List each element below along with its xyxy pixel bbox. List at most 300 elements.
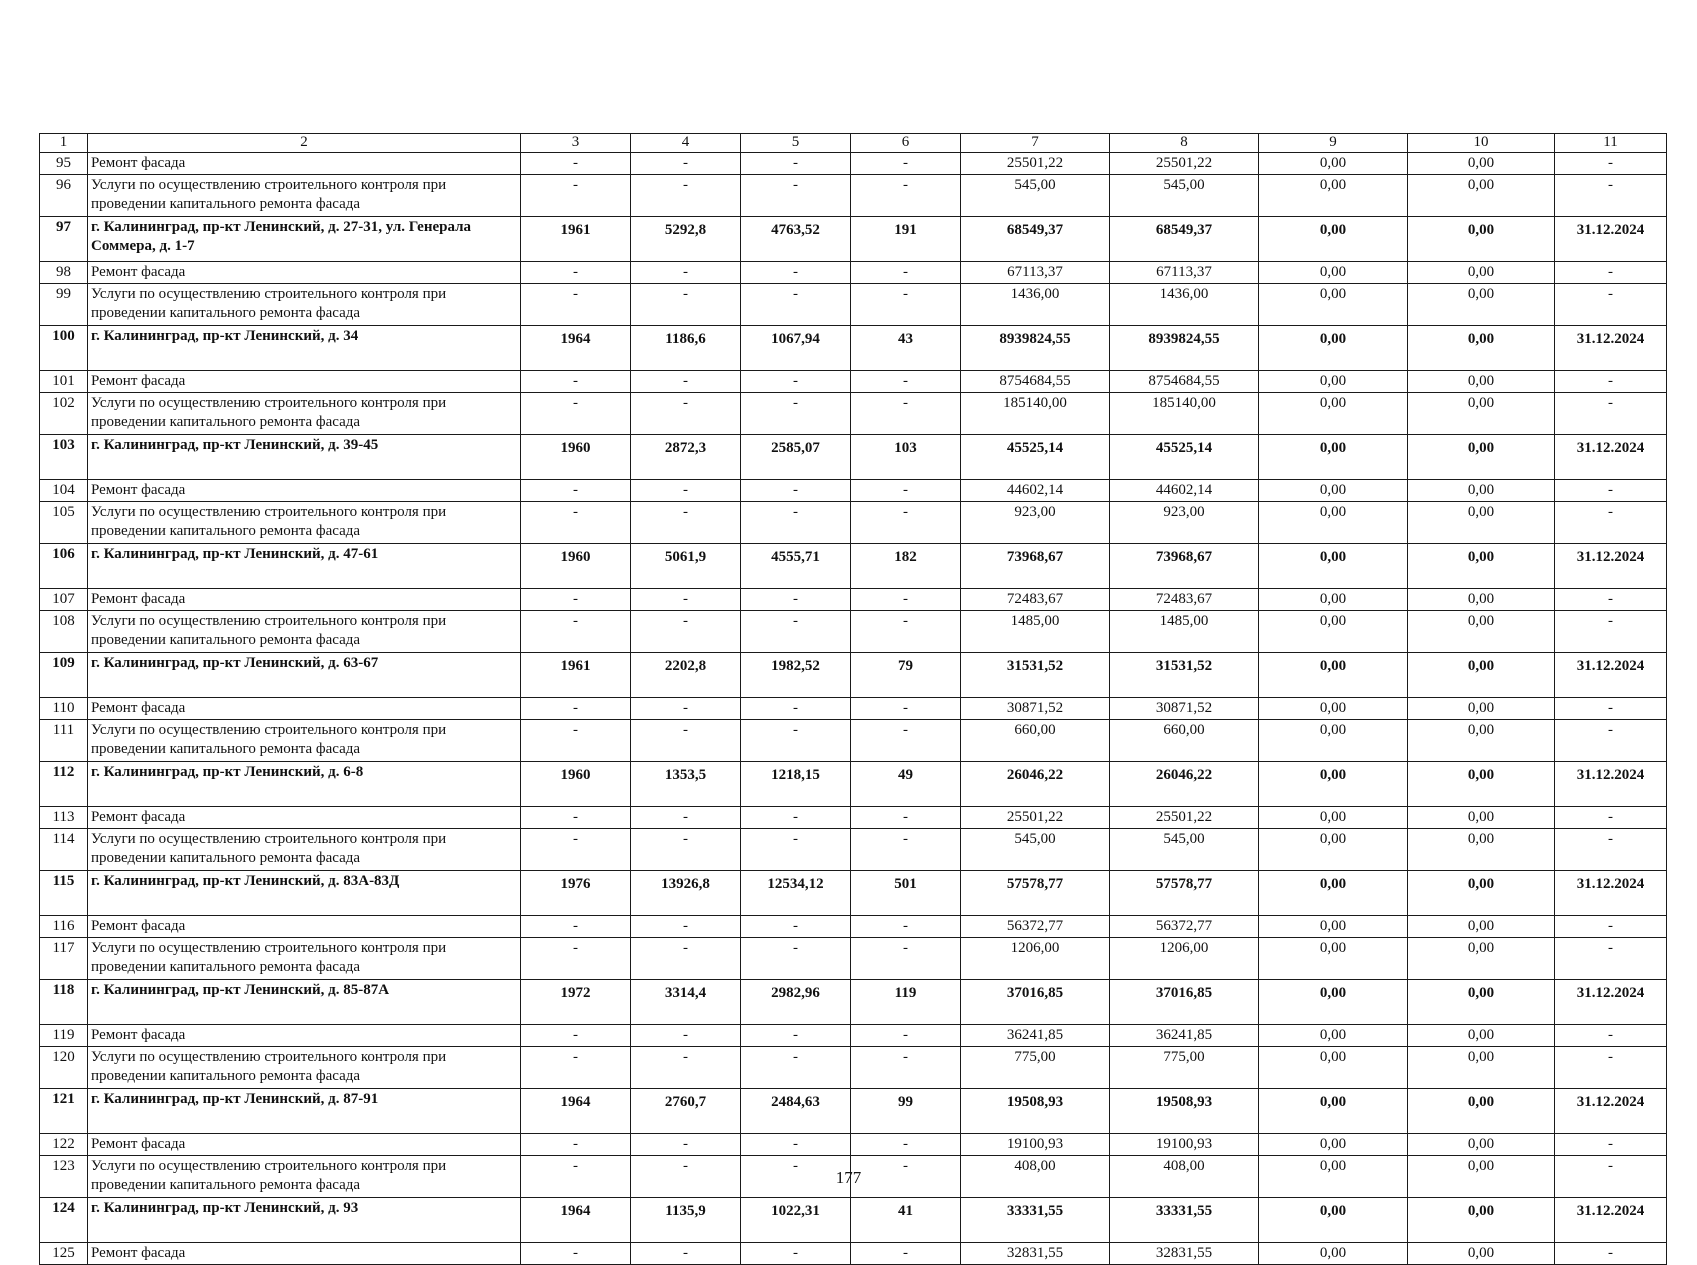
work-description-cell: Услуги по осуществлению строительного контроля при проведении капитального ремонта фасада xyxy=(88,1047,521,1089)
value-cell: 8939824,55 xyxy=(1110,326,1259,371)
value-cell: 1067,94 xyxy=(741,326,851,371)
table-row xyxy=(40,326,1667,371)
value-cell: - xyxy=(521,371,631,393)
value-cell: 0,00 xyxy=(1408,284,1555,326)
value-cell: 0,00 xyxy=(1259,284,1408,326)
value-cell: 103 xyxy=(851,435,961,480)
value-cell: 0,00 xyxy=(1259,1025,1408,1047)
value-cell: 68549,37 xyxy=(1110,217,1259,262)
value-cell: 0,00 xyxy=(1408,698,1555,720)
value-cell: 25501,22 xyxy=(961,807,1110,829)
work-description-cell: Ремонт фасада xyxy=(88,153,521,175)
value-cell: 2585,07 xyxy=(741,435,851,480)
value-cell: - xyxy=(741,175,851,217)
table-row xyxy=(40,1134,1667,1156)
value-cell: 31.12.2024 xyxy=(1555,326,1667,371)
value-cell: 0,00 xyxy=(1408,1156,1555,1198)
table-row xyxy=(40,284,1667,326)
value-cell: - xyxy=(631,698,741,720)
work-description-cell: Услуги по осуществлению строительного контроля при проведении капитального ремонта фасада xyxy=(88,393,521,435)
table-row xyxy=(40,1089,1667,1134)
value-cell: - xyxy=(631,1243,741,1265)
column-number-cell: 2 xyxy=(88,134,521,153)
value-cell: 182 xyxy=(851,544,961,589)
work-description-cell: Ремонт фасада xyxy=(88,1134,521,1156)
value-cell: 0,00 xyxy=(1408,589,1555,611)
row-number-cell: 110 xyxy=(40,698,88,720)
value-cell: - xyxy=(631,480,741,502)
value-cell: 191 xyxy=(851,217,961,262)
value-cell: 0,00 xyxy=(1408,938,1555,980)
value-cell: - xyxy=(631,589,741,611)
value-cell: 0,00 xyxy=(1408,435,1555,480)
value-cell: - xyxy=(1555,393,1667,435)
value-cell: 43 xyxy=(851,326,961,371)
value-cell: 0,00 xyxy=(1259,371,1408,393)
value-cell: 0,00 xyxy=(1259,980,1408,1025)
value-cell: 5292,8 xyxy=(631,217,741,262)
value-cell: 1485,00 xyxy=(961,611,1110,653)
value-cell: 31.12.2024 xyxy=(1555,217,1667,262)
value-cell: 32831,55 xyxy=(961,1243,1110,1265)
value-cell: 72483,67 xyxy=(1110,589,1259,611)
value-cell: - xyxy=(851,829,961,871)
column-number-cell: 8 xyxy=(1110,134,1259,153)
value-cell: 0,00 xyxy=(1408,1047,1555,1089)
value-cell: - xyxy=(631,916,741,938)
table-row xyxy=(40,1025,1667,1047)
work-description-cell: Услуги по осуществлению строительного контроля при проведении капитального ремонта фасада xyxy=(88,829,521,871)
value-cell: 19100,93 xyxy=(961,1134,1110,1156)
value-cell: 545,00 xyxy=(1110,175,1259,217)
row-number-cell: 103 xyxy=(40,435,88,480)
row-number-cell: 105 xyxy=(40,502,88,544)
address-cell: г. Калининград, пр-кт Ленинский, д. 85-87А xyxy=(88,980,521,1025)
value-cell: 1964 xyxy=(521,1198,631,1243)
value-cell: 79 xyxy=(851,653,961,698)
row-number-cell: 116 xyxy=(40,916,88,938)
value-cell: - xyxy=(1555,938,1667,980)
value-cell: - xyxy=(631,807,741,829)
value-cell: 0,00 xyxy=(1408,1089,1555,1134)
value-cell: 12534,12 xyxy=(741,871,851,916)
value-cell: 0,00 xyxy=(1259,1134,1408,1156)
column-number-cell: 9 xyxy=(1259,134,1408,153)
value-cell: 13926,8 xyxy=(631,871,741,916)
address-cell: г. Калининград, пр-кт Ленинский, д. 34 xyxy=(88,326,521,371)
value-cell: 25501,22 xyxy=(961,153,1110,175)
address-cell: г. Калининград, пр-кт Ленинский, д. 93 xyxy=(88,1198,521,1243)
table-row xyxy=(40,938,1667,980)
row-number-cell: 113 xyxy=(40,807,88,829)
address-cell: г. Калининград, пр-кт Ленинский, д. 47-61 xyxy=(88,544,521,589)
value-cell: - xyxy=(1555,829,1667,871)
value-cell: 2872,3 xyxy=(631,435,741,480)
row-number-cell: 124 xyxy=(40,1198,88,1243)
value-cell: 1960 xyxy=(521,544,631,589)
value-cell: 8939824,55 xyxy=(961,326,1110,371)
address-cell: г. Калининград, пр-кт Ленинский, д. 27-31, ул. Генерала Соммера, д. 1-7 xyxy=(88,217,521,262)
work-description-cell: Услуги по осуществлению строительного контроля при проведении капитального ремонта фасада xyxy=(88,938,521,980)
row-number-cell: 102 xyxy=(40,393,88,435)
value-cell: 31.12.2024 xyxy=(1555,653,1667,698)
value-cell: 19508,93 xyxy=(1110,1089,1259,1134)
row-number-cell: 104 xyxy=(40,480,88,502)
column-number-cell: 10 xyxy=(1408,134,1555,153)
work-description-cell: Услуги по осуществлению строительного контроля при проведении капитального ремонта фасада xyxy=(88,502,521,544)
value-cell: - xyxy=(741,807,851,829)
value-cell: - xyxy=(631,175,741,217)
value-cell: - xyxy=(521,807,631,829)
value-cell: 1960 xyxy=(521,435,631,480)
value-cell: 8754684,55 xyxy=(961,371,1110,393)
value-cell: 33331,55 xyxy=(1110,1198,1259,1243)
column-number-cell: 4 xyxy=(631,134,741,153)
value-cell: 72483,67 xyxy=(961,589,1110,611)
value-cell: - xyxy=(1555,153,1667,175)
value-cell: 31.12.2024 xyxy=(1555,435,1667,480)
table-row xyxy=(40,762,1667,807)
value-cell: - xyxy=(741,284,851,326)
row-number-cell: 109 xyxy=(40,653,88,698)
row-number-cell: 123 xyxy=(40,1156,88,1198)
value-cell: 660,00 xyxy=(961,720,1110,762)
value-cell: 1485,00 xyxy=(1110,611,1259,653)
page-number: 177 xyxy=(835,1168,862,1187)
value-cell: - xyxy=(521,1156,631,1198)
value-cell: 37016,85 xyxy=(961,980,1110,1025)
value-cell: - xyxy=(631,938,741,980)
value-cell: 1964 xyxy=(521,1089,631,1134)
value-cell: - xyxy=(851,1134,961,1156)
value-cell: - xyxy=(1555,1025,1667,1047)
value-cell: 0,00 xyxy=(1408,371,1555,393)
value-cell: - xyxy=(631,1025,741,1047)
value-cell: 408,00 xyxy=(1110,1156,1259,1198)
value-cell: 19100,93 xyxy=(1110,1134,1259,1156)
value-cell: - xyxy=(1555,916,1667,938)
table-row xyxy=(40,502,1667,544)
value-cell: - xyxy=(1555,480,1667,502)
value-cell: 660,00 xyxy=(1110,720,1259,762)
value-cell: - xyxy=(851,393,961,435)
value-cell: - xyxy=(521,589,631,611)
table-row xyxy=(40,980,1667,1025)
value-cell: 0,00 xyxy=(1259,1198,1408,1243)
value-cell: 0,00 xyxy=(1259,1243,1408,1265)
value-cell: 0,00 xyxy=(1259,1089,1408,1134)
value-cell: - xyxy=(741,1025,851,1047)
value-cell: 0,00 xyxy=(1408,393,1555,435)
value-cell: 0,00 xyxy=(1408,502,1555,544)
value-cell: - xyxy=(521,153,631,175)
value-cell: 56372,77 xyxy=(1110,916,1259,938)
value-cell: - xyxy=(851,284,961,326)
value-cell: - xyxy=(1555,502,1667,544)
row-number-cell: 119 xyxy=(40,1025,88,1047)
value-cell: 36241,85 xyxy=(961,1025,1110,1047)
value-cell: - xyxy=(521,938,631,980)
table-row xyxy=(40,371,1667,393)
row-number-cell: 98 xyxy=(40,262,88,284)
table-row xyxy=(40,807,1667,829)
value-cell: 57578,77 xyxy=(961,871,1110,916)
value-cell: 1961 xyxy=(521,217,631,262)
address-cell: г. Калининград, пр-кт Ленинский, д. 39-45 xyxy=(88,435,521,480)
value-cell: - xyxy=(631,1047,741,1089)
value-cell: - xyxy=(1555,1156,1667,1198)
value-cell: 1206,00 xyxy=(961,938,1110,980)
value-cell: 0,00 xyxy=(1259,762,1408,807)
row-number-cell: 99 xyxy=(40,284,88,326)
value-cell: 36241,85 xyxy=(1110,1025,1259,1047)
value-cell: - xyxy=(741,916,851,938)
value-cell: - xyxy=(521,1243,631,1265)
value-cell: 31531,52 xyxy=(961,653,1110,698)
value-cell: 30871,52 xyxy=(961,698,1110,720)
value-cell: - xyxy=(741,262,851,284)
value-cell: 2484,63 xyxy=(741,1089,851,1134)
value-cell: - xyxy=(741,611,851,653)
column-number-cell: 11 xyxy=(1555,134,1667,153)
value-cell: 31.12.2024 xyxy=(1555,762,1667,807)
value-cell: - xyxy=(1555,1047,1667,1089)
value-cell: 31.12.2024 xyxy=(1555,544,1667,589)
value-cell: - xyxy=(851,371,961,393)
value-cell: 545,00 xyxy=(961,175,1110,217)
address-cell: г. Калининград, пр-кт Ленинский, д. 87-91 xyxy=(88,1089,521,1134)
value-cell: 0,00 xyxy=(1259,175,1408,217)
address-cell: г. Калининград, пр-кт Ленинский, д. 83А-83Д xyxy=(88,871,521,916)
row-number-cell: 108 xyxy=(40,611,88,653)
value-cell: - xyxy=(851,1156,961,1198)
table-row xyxy=(40,1243,1667,1265)
value-cell: - xyxy=(631,153,741,175)
value-cell: 31.12.2024 xyxy=(1555,871,1667,916)
column-number-cell: 6 xyxy=(851,134,961,153)
work-description-cell: Ремонт фасада xyxy=(88,807,521,829)
row-number-cell: 95 xyxy=(40,153,88,175)
value-cell: 19508,93 xyxy=(961,1089,1110,1134)
value-cell: - xyxy=(851,480,961,502)
work-description-cell: Услуги по осуществлению строительного контроля при проведении капитального ремонта фасада xyxy=(88,1156,521,1198)
value-cell: - xyxy=(631,371,741,393)
value-cell: - xyxy=(1555,1134,1667,1156)
value-cell: - xyxy=(1555,720,1667,762)
value-cell: - xyxy=(741,1243,851,1265)
value-cell: 185140,00 xyxy=(961,393,1110,435)
value-cell: - xyxy=(631,1134,741,1156)
work-description-cell: Ремонт фасада xyxy=(88,589,521,611)
value-cell: 0,00 xyxy=(1259,871,1408,916)
column-number-cell: 5 xyxy=(741,134,851,153)
value-cell: 0,00 xyxy=(1259,916,1408,938)
value-cell: - xyxy=(851,502,961,544)
value-cell: - xyxy=(631,502,741,544)
value-cell: - xyxy=(851,807,961,829)
value-cell: 0,00 xyxy=(1408,916,1555,938)
value-cell: 775,00 xyxy=(1110,1047,1259,1089)
column-number-cell: 7 xyxy=(961,134,1110,153)
value-cell: - xyxy=(1555,262,1667,284)
value-cell: - xyxy=(631,284,741,326)
value-cell: 32831,55 xyxy=(1110,1243,1259,1265)
table-row xyxy=(40,611,1667,653)
value-cell: 0,00 xyxy=(1259,1047,1408,1089)
value-cell: 0,00 xyxy=(1259,1156,1408,1198)
value-cell: - xyxy=(1555,807,1667,829)
value-cell: - xyxy=(1555,1243,1667,1265)
value-cell: 501 xyxy=(851,871,961,916)
value-cell: 0,00 xyxy=(1408,871,1555,916)
address-cell: г. Калининград, пр-кт Ленинский, д. 6-8 xyxy=(88,762,521,807)
value-cell: - xyxy=(521,502,631,544)
value-cell: 0,00 xyxy=(1408,480,1555,502)
value-cell: 1186,6 xyxy=(631,326,741,371)
value-cell: 73968,67 xyxy=(961,544,1110,589)
row-number-cell: 121 xyxy=(40,1089,88,1134)
value-cell: 1135,9 xyxy=(631,1198,741,1243)
value-cell: - xyxy=(521,262,631,284)
work-description-cell: Ремонт фасада xyxy=(88,480,521,502)
value-cell: 3314,4 xyxy=(631,980,741,1025)
value-cell: 1022,31 xyxy=(741,1198,851,1243)
value-cell: 8754684,55 xyxy=(1110,371,1259,393)
row-number-cell: 97 xyxy=(40,217,88,262)
row-number-cell: 111 xyxy=(40,720,88,762)
value-cell: - xyxy=(741,480,851,502)
work-description-cell: Ремонт фасада xyxy=(88,262,521,284)
value-cell: 73968,67 xyxy=(1110,544,1259,589)
value-cell: - xyxy=(521,829,631,871)
value-cell: - xyxy=(851,698,961,720)
value-cell: - xyxy=(521,1025,631,1047)
value-cell: 31.12.2024 xyxy=(1555,1089,1667,1134)
value-cell: - xyxy=(741,502,851,544)
value-cell: 30871,52 xyxy=(1110,698,1259,720)
value-cell: 0,00 xyxy=(1408,762,1555,807)
value-cell: - xyxy=(851,175,961,217)
value-cell: - xyxy=(631,611,741,653)
value-cell: 1972 xyxy=(521,980,631,1025)
value-cell: 0,00 xyxy=(1408,153,1555,175)
value-cell: - xyxy=(741,698,851,720)
value-cell: 1960 xyxy=(521,762,631,807)
value-cell: 0,00 xyxy=(1408,829,1555,871)
address-cell: г. Калининград, пр-кт Ленинский, д. 63-67 xyxy=(88,653,521,698)
value-cell: 0,00 xyxy=(1408,1025,1555,1047)
value-cell: - xyxy=(741,829,851,871)
value-cell: - xyxy=(1555,175,1667,217)
value-cell: - xyxy=(851,153,961,175)
work-description-cell: Ремонт фасада xyxy=(88,1243,521,1265)
value-cell: 0,00 xyxy=(1259,262,1408,284)
register-table xyxy=(39,133,1667,1265)
value-cell: - xyxy=(741,1134,851,1156)
value-cell: 2202,8 xyxy=(631,653,741,698)
value-cell: 25501,22 xyxy=(1110,807,1259,829)
table-row xyxy=(40,653,1667,698)
value-cell: - xyxy=(741,1156,851,1198)
value-cell: 31.12.2024 xyxy=(1555,980,1667,1025)
value-cell: 0,00 xyxy=(1408,326,1555,371)
value-cell: - xyxy=(851,1025,961,1047)
table-row xyxy=(40,589,1667,611)
value-cell: 0,00 xyxy=(1408,1134,1555,1156)
value-cell: 1436,00 xyxy=(961,284,1110,326)
value-cell: 26046,22 xyxy=(961,762,1110,807)
value-cell: 0,00 xyxy=(1259,544,1408,589)
value-cell: 56372,77 xyxy=(961,916,1110,938)
value-cell: 0,00 xyxy=(1408,1198,1555,1243)
table-row xyxy=(40,480,1667,502)
value-cell: 0,00 xyxy=(1259,217,1408,262)
value-cell: - xyxy=(741,1047,851,1089)
value-cell: 775,00 xyxy=(961,1047,1110,1089)
value-cell: 0,00 xyxy=(1408,611,1555,653)
value-cell: 0,00 xyxy=(1259,807,1408,829)
value-cell: 1353,5 xyxy=(631,762,741,807)
work-description-cell: Услуги по осуществлению строительного контроля при проведении капитального ремонта фасада xyxy=(88,720,521,762)
value-cell: 408,00 xyxy=(961,1156,1110,1198)
value-cell: - xyxy=(521,480,631,502)
value-cell: 0,00 xyxy=(1408,217,1555,262)
value-cell: 45525,14 xyxy=(961,435,1110,480)
value-cell: - xyxy=(741,153,851,175)
value-cell: - xyxy=(631,1156,741,1198)
row-number-cell: 114 xyxy=(40,829,88,871)
work-description-cell: Ремонт фасада xyxy=(88,916,521,938)
work-description-cell: Услуги по осуществлению строительного контроля при проведении капитального ремонта фасада xyxy=(88,175,521,217)
value-cell: 44602,14 xyxy=(1110,480,1259,502)
column-number-cell: 1 xyxy=(40,134,88,153)
row-number-cell: 118 xyxy=(40,980,88,1025)
value-cell: 2982,96 xyxy=(741,980,851,1025)
value-cell: 4763,52 xyxy=(741,217,851,262)
work-description-cell: Услуги по осуществлению строительного контроля при проведении капитального ремонта фасада xyxy=(88,284,521,326)
value-cell: - xyxy=(741,720,851,762)
value-cell: 1982,52 xyxy=(741,653,851,698)
value-cell: - xyxy=(851,1243,961,1265)
row-number-cell: 117 xyxy=(40,938,88,980)
row-number-cell: 112 xyxy=(40,762,88,807)
value-cell: 0,00 xyxy=(1259,393,1408,435)
value-cell: 4555,71 xyxy=(741,544,851,589)
value-cell: - xyxy=(1555,611,1667,653)
value-cell: 26046,22 xyxy=(1110,762,1259,807)
value-cell: - xyxy=(1555,589,1667,611)
value-cell: 33331,55 xyxy=(961,1198,1110,1243)
value-cell: - xyxy=(851,938,961,980)
table-row xyxy=(40,393,1667,435)
value-cell: 0,00 xyxy=(1259,611,1408,653)
value-cell: 0,00 xyxy=(1259,153,1408,175)
value-cell: - xyxy=(851,720,961,762)
value-cell: 45525,14 xyxy=(1110,435,1259,480)
value-cell: 57578,77 xyxy=(1110,871,1259,916)
value-cell: - xyxy=(521,611,631,653)
value-cell: - xyxy=(521,284,631,326)
value-cell: 0,00 xyxy=(1259,720,1408,762)
table-row xyxy=(40,720,1667,762)
table-row xyxy=(40,1198,1667,1243)
value-cell: - xyxy=(1555,371,1667,393)
value-cell: 0,00 xyxy=(1259,698,1408,720)
value-cell: 2760,7 xyxy=(631,1089,741,1134)
value-cell: 119 xyxy=(851,980,961,1025)
table-row xyxy=(40,544,1667,589)
value-cell: 31.12.2024 xyxy=(1555,1198,1667,1243)
